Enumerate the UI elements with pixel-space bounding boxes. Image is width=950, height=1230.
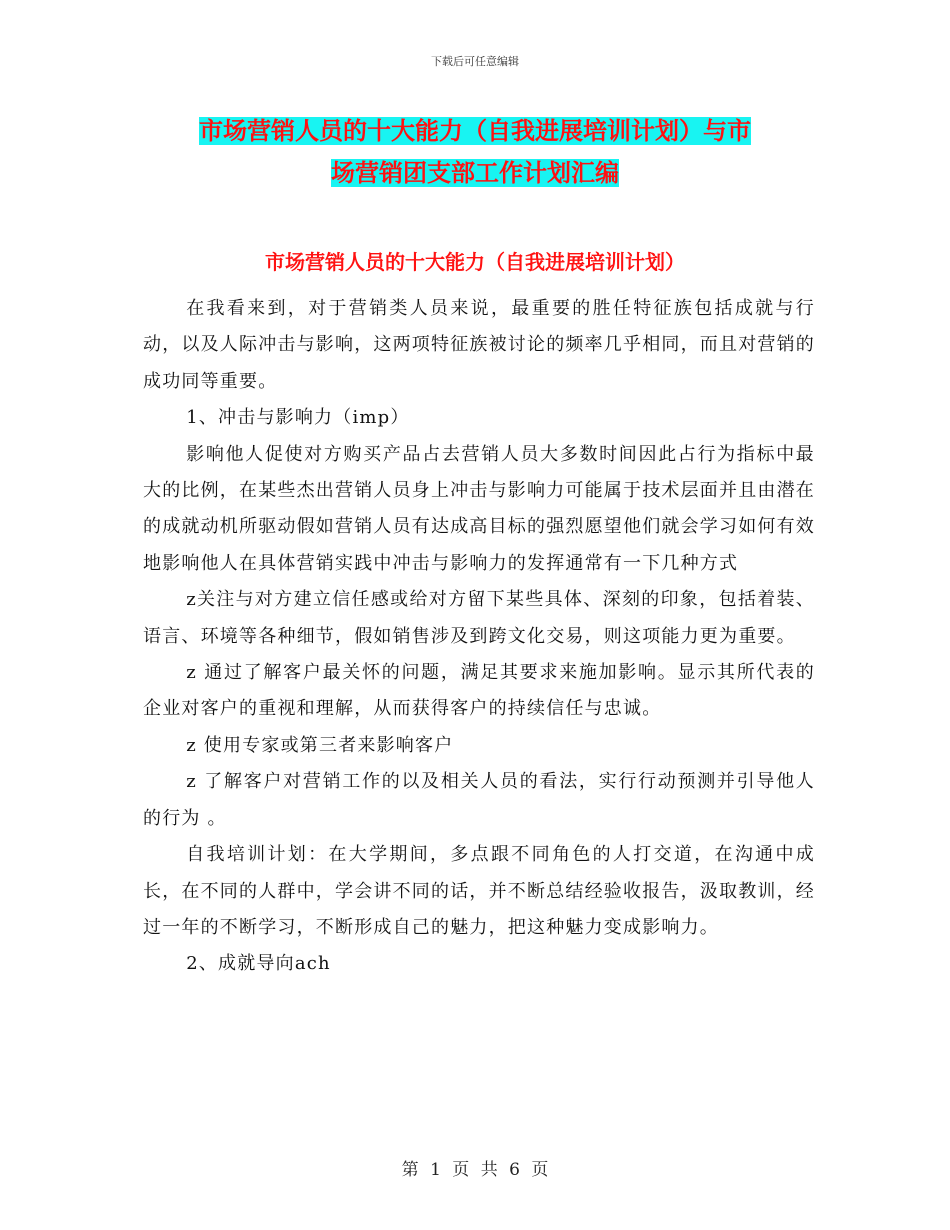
document-title-line-1: 市场营销人员的十大能力（自我进展培训计划）与市 — [199, 117, 751, 145]
bullet-trust: z关注与对方建立信任感或给对方留下某些具体、深刻的印象，包括着装、语言、环境等各种细节，假如销售涉及到跨文化交易，则这项能力更为重要。 — [143, 589, 815, 647]
bullet-customer-concern: z 通过了解客户最关怀的问题，满足其要求来施加影响。显示其所代表的企业对客户的重视和理解，从而获得客户的持续信任与忠诚。 — [143, 662, 815, 720]
paragraph-influence: 影响他人促使对方购买产品占去营销人员大多数时间因此占行为指标中最大的比例，在某些杰出营销人员身上冲击与影响力可能属于技术层面并且由潜在的成就动机所驱动假如营销人员有达成高目标的强烈愿望他们就会学习如何有效地影响他人在具体营销实践中冲击与影响力的发挥通常有一下几种方式 — [143, 443, 815, 574]
paragraph-intro: 在我看来到，对于营销类人员来说，最重要的胜任特征族包括成就与行动，以及人际冲击与影响，这两项特征族被讨论的频率几乎相同，而且对营销的成功同等重要。 — [143, 298, 815, 392]
heading-item-1: 1、冲击与影响力（imp） — [186, 407, 410, 429]
document-title — [130, 110, 820, 194]
page-footer: 第 1 页 共 6 页 — [401, 1160, 549, 1180]
document-title-line-2: 场营销团支部工作计划汇编 — [331, 159, 619, 187]
bullet-prediction: z 了解客户对营销工作的以及相关人员的看法，实行行动预测并引导他人的行为 。 — [143, 771, 815, 829]
paragraph-training-plan: 自我培训计划：在大学期间，多点跟不同角色的人打交道，在沟通中成长，在不同的人群中，学会讲不同的话，并不断总结经验收报告，汲取教训，经过一年的不断学习，不断形成自己的魅力，把这种魅力变成影响力。 — [143, 844, 815, 938]
heading-item-2: 2、成就导向ach — [186, 953, 331, 975]
section-title: 市场营销人员的十大能力（自我进展培训计划） — [265, 250, 685, 274]
bullet-expert: z 使用专家或第三者来影响客户 — [186, 734, 454, 756]
document-body — [143, 291, 815, 983]
header-note: 下载后可任意编辑 — [431, 55, 519, 68]
